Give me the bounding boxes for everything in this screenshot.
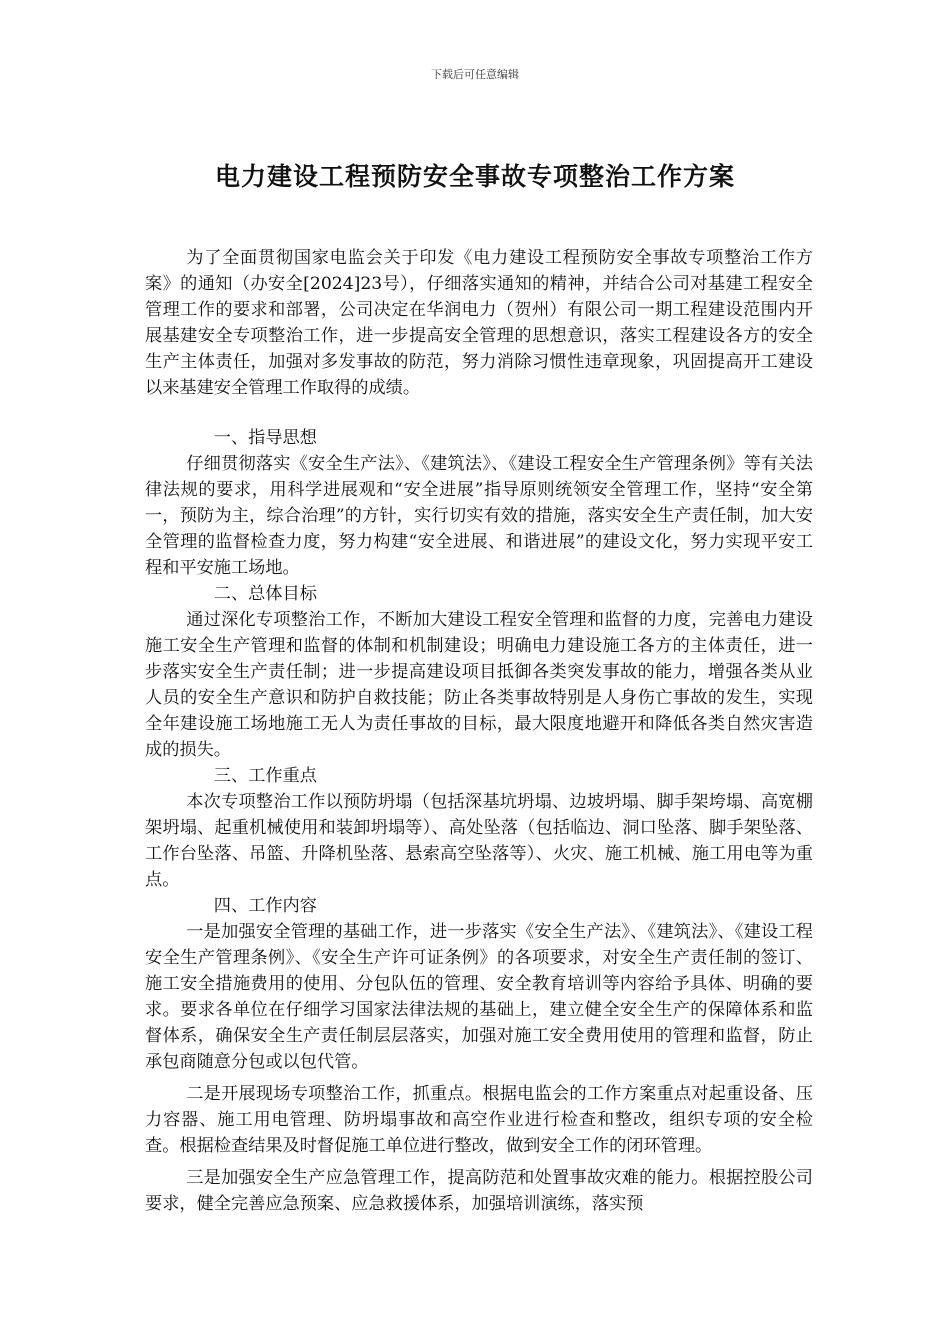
header-note: 下载后可任意编辑	[431, 68, 519, 81]
document-body	[145, 245, 813, 1217]
section-heading-work-focus: 三、工作重点	[213, 766, 317, 786]
document-title: 电力建设工程预防安全事故专项整治工作方案	[214, 162, 735, 191]
section-text-work-focus: 本次专项整治工作以预防坍塌（包括深基坑坍塌、边坡坍塌、脚手架垮塌、高宽棚架坍塌、起重机械使用和装卸坍塌等）、高处坠落（包括临边、洞口坠落、脚手架坠落、工作台坠落、吊篮、升降机坠落、悬索高空坠落等）、火灾、施工机械、施工用电等为重点。	[145, 792, 813, 890]
work-content-paragraph-2: 二是开展现场专项整治工作，抓重点。根据电监会的工作方案重点对起重设备、压力容器、施工用电管理、防坍塌事故和高空作业进行检查和整改，组织专项的安全检查。根据检查结果及时督促施工单位进行整改，做到安全工作的闭环管理。	[145, 1084, 813, 1156]
section-heading-overall-goal: 二、总体目标	[213, 584, 317, 604]
work-content-paragraph-3: 三是加强安全生产应急管理工作，提高防范和处置事故灾难的能力。根据控股公司要求，健全完善应急预案、应急救援体系，加强培训演练，落实预	[145, 1168, 813, 1214]
section-heading-work-content: 四、工作内容	[213, 896, 317, 916]
section-heading-guiding-thought: 一、指导思想	[213, 428, 317, 448]
section-text-guiding-thought: 仔细贯彻落实《安全生产法》、《建筑法》、《建设工程安全生产管理条例》等有关法律法规的要求，用科学进展观和“安全进展”指导原则统领安全管理工作，坚持“安全第一，预防为主，综合治理”的方针，实行切实有效的措施，落实安全生产责任制，加大安全管理的监督检查力度，努力构建“安全进展、和谐进展”的建设文化，努力实现平安工程和平安施工场地。	[145, 454, 813, 578]
intro-paragraph: 为了全面贯彻国家电监会关于印发《电力建设工程预防安全事故专项整治工作方案》的通知（办安全[2024]23号），仔细落实通知的精神，并结合公司对基建工程安全管理工作的要求和部署，公司决定在华润电力（贺州）有限公司一期工程建设范围内开展基建安全专项整治工作，进一步提高安全管理的思想意识，落实工程建设各方的安全生产主体责任，加强对多发事故的防范，努力消除习惯性违章现象，巩固提高开工建设以来基建安全管理工作取得的成绩。	[145, 248, 813, 398]
work-content-paragraph-1: 一是加强安全管理的基础工作，进一步落实《安全生产法》、《建筑法》、《建设工程安全生产管理条例》、《安全生产许可证条例》的各项要求，对安全生产责任制的签订、施工安全措施费用的使用、分包队伍的管理、安全教育培训等内容给予具体、明确的要求。要求各单位在仔细学习国家法律法规的基础上，建立健全安全生产的保障体系和监督体系，确保安全生产责任制层层落实，加强对施工安全费用使用的管理和监督，防止承包商随意分包或以包代管。	[145, 922, 813, 1072]
section-text-overall-goal: 通过深化专项整治工作，不断加大建设工程安全管理和监督的力度，完善电力建设施工安全生产管理和监督的体制和机制建设；明确电力建设施工各方的主体责任，进一步落实安全生产责任制；进一步提高建设项目抵御各类突发事故的能力，增强各类从业人员的安全生产意识和防护自救技能；防止各类事故特别是人身伤亡事故的发生，实现全年建设施工场地施工无人为责任事故的目标，最大限度地避开和降低各类自然灾害造成的损失。	[145, 610, 813, 760]
